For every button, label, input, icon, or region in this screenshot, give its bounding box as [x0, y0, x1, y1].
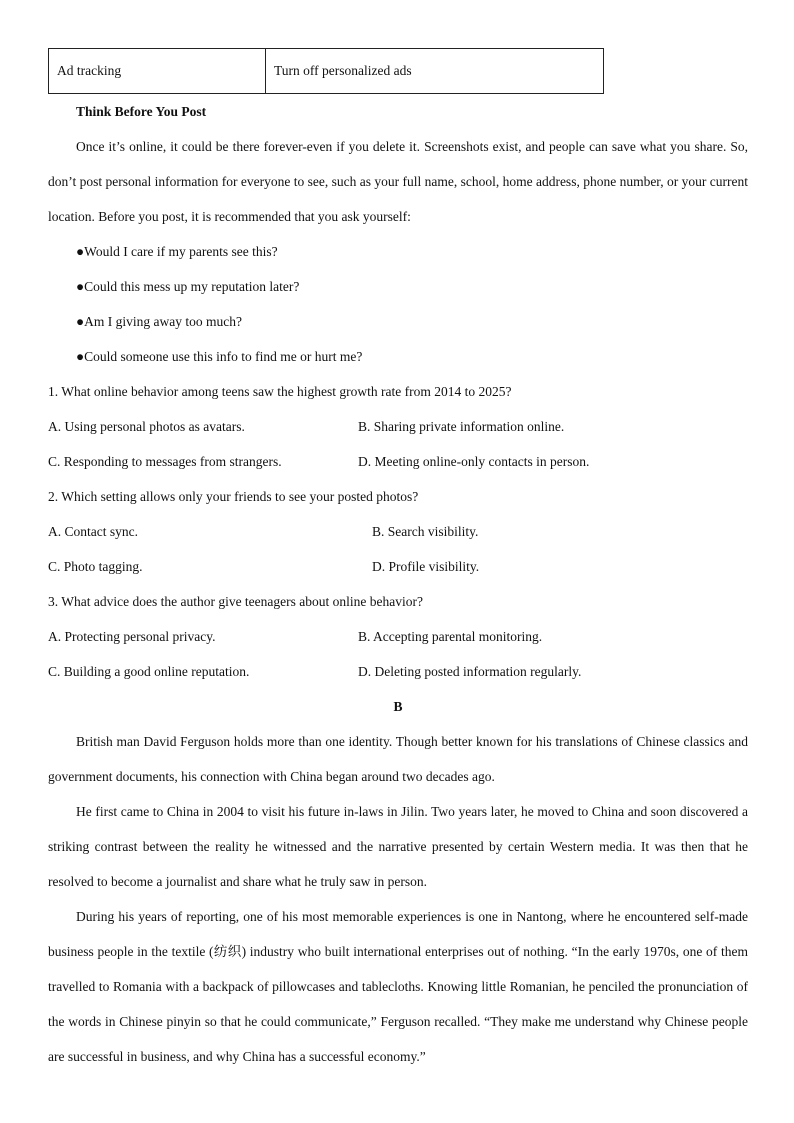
option-a: A. Protecting personal privacy. [48, 629, 216, 644]
option-b: B. Accepting parental monitoring. [358, 629, 543, 644]
bullet-item: ●Am I giving away too much? [76, 314, 242, 329]
part-heading: B [393, 699, 403, 714]
option-a: A. Using personal photos as avatars. [48, 419, 245, 434]
question-stem: 3. What advice does the author give teenagers about online behavior? [48, 594, 423, 609]
option-row [48, 514, 748, 549]
body-paragraph: During his years of reporting, one of his most memorable experiences is one in Nantong, where he encountered self-made business people in the textile (纺织) industry who built international enterprises out of nothing. “In the early 1970s, one of them travelled to Romania with a backpack of pillowcases and tablecloths. Knowing little Romanian, he penciled the pronunciation of the words in Chinese pinyin so that he could communicate,” Ferguson recalled. “They make me understand why Chinese people are successful in business, and why China has a successful economy.” [48, 909, 748, 1064]
option-a: A. Contact sync. [48, 524, 138, 539]
option-d: D. Profile visibility. [372, 559, 480, 574]
option-c: C. Responding to messages from strangers. [48, 454, 282, 469]
section-title: Think Before You Post [76, 104, 207, 119]
bullet-item: ●Could this mess up my reputation later? [76, 279, 300, 294]
option-b: B. Search visibility. [372, 524, 479, 539]
settings-table [48, 48, 604, 94]
option-row [48, 654, 748, 689]
option-row [48, 619, 748, 654]
action-cell: Turn off personalized ads [266, 49, 604, 94]
option-row [48, 409, 748, 444]
body-paragraph: British man David Ferguson holds more than one identity. Though better known for his translations of Chinese classics and government documents, his connection with China began around two decades ago. [48, 734, 748, 784]
bullet-item: ●Would I care if my parents see this? [76, 244, 278, 259]
option-b: B. Sharing private information online. [358, 419, 565, 434]
option-c: C. Building a good online reputation. [48, 664, 250, 679]
option-d: D. Meeting online-only contacts in person. [358, 454, 590, 469]
question-stem: 2. Which setting allows only your friends to see your posted photos? [48, 489, 419, 504]
option-row [48, 549, 748, 584]
option-c: C. Photo tagging. [48, 559, 143, 574]
option-d: D. Deleting posted information regularly. [358, 664, 582, 679]
table-row [49, 49, 604, 94]
body-paragraph: He first came to China in 2004 to visit his future in-laws in Jilin. Two years later, he moved to China and soon discovered a striking contrast between the reality he witnessed and the narrative presented by certain Western media. It was then that he resolved to become a journalist and share what he truly saw in person. [48, 804, 748, 889]
bullet-item: ●Could someone use this info to find me or hurt me? [76, 349, 363, 364]
question-stem: 1. What online behavior among teens saw the highest growth rate from 2014 to 2025? [48, 384, 512, 399]
setting-cell: Ad tracking [49, 49, 266, 94]
intro-paragraph: Once it’s online, it could be there forever-even if you delete it. Screenshots exist, and people can save what you share. So, don’t post personal information for everyone to see, such as your full name, school, home address, phone number, or your current location. Before you post, it is recommended that you ask yourself: [48, 139, 748, 224]
option-row [48, 444, 748, 479]
document-page [48, 48, 748, 1074]
